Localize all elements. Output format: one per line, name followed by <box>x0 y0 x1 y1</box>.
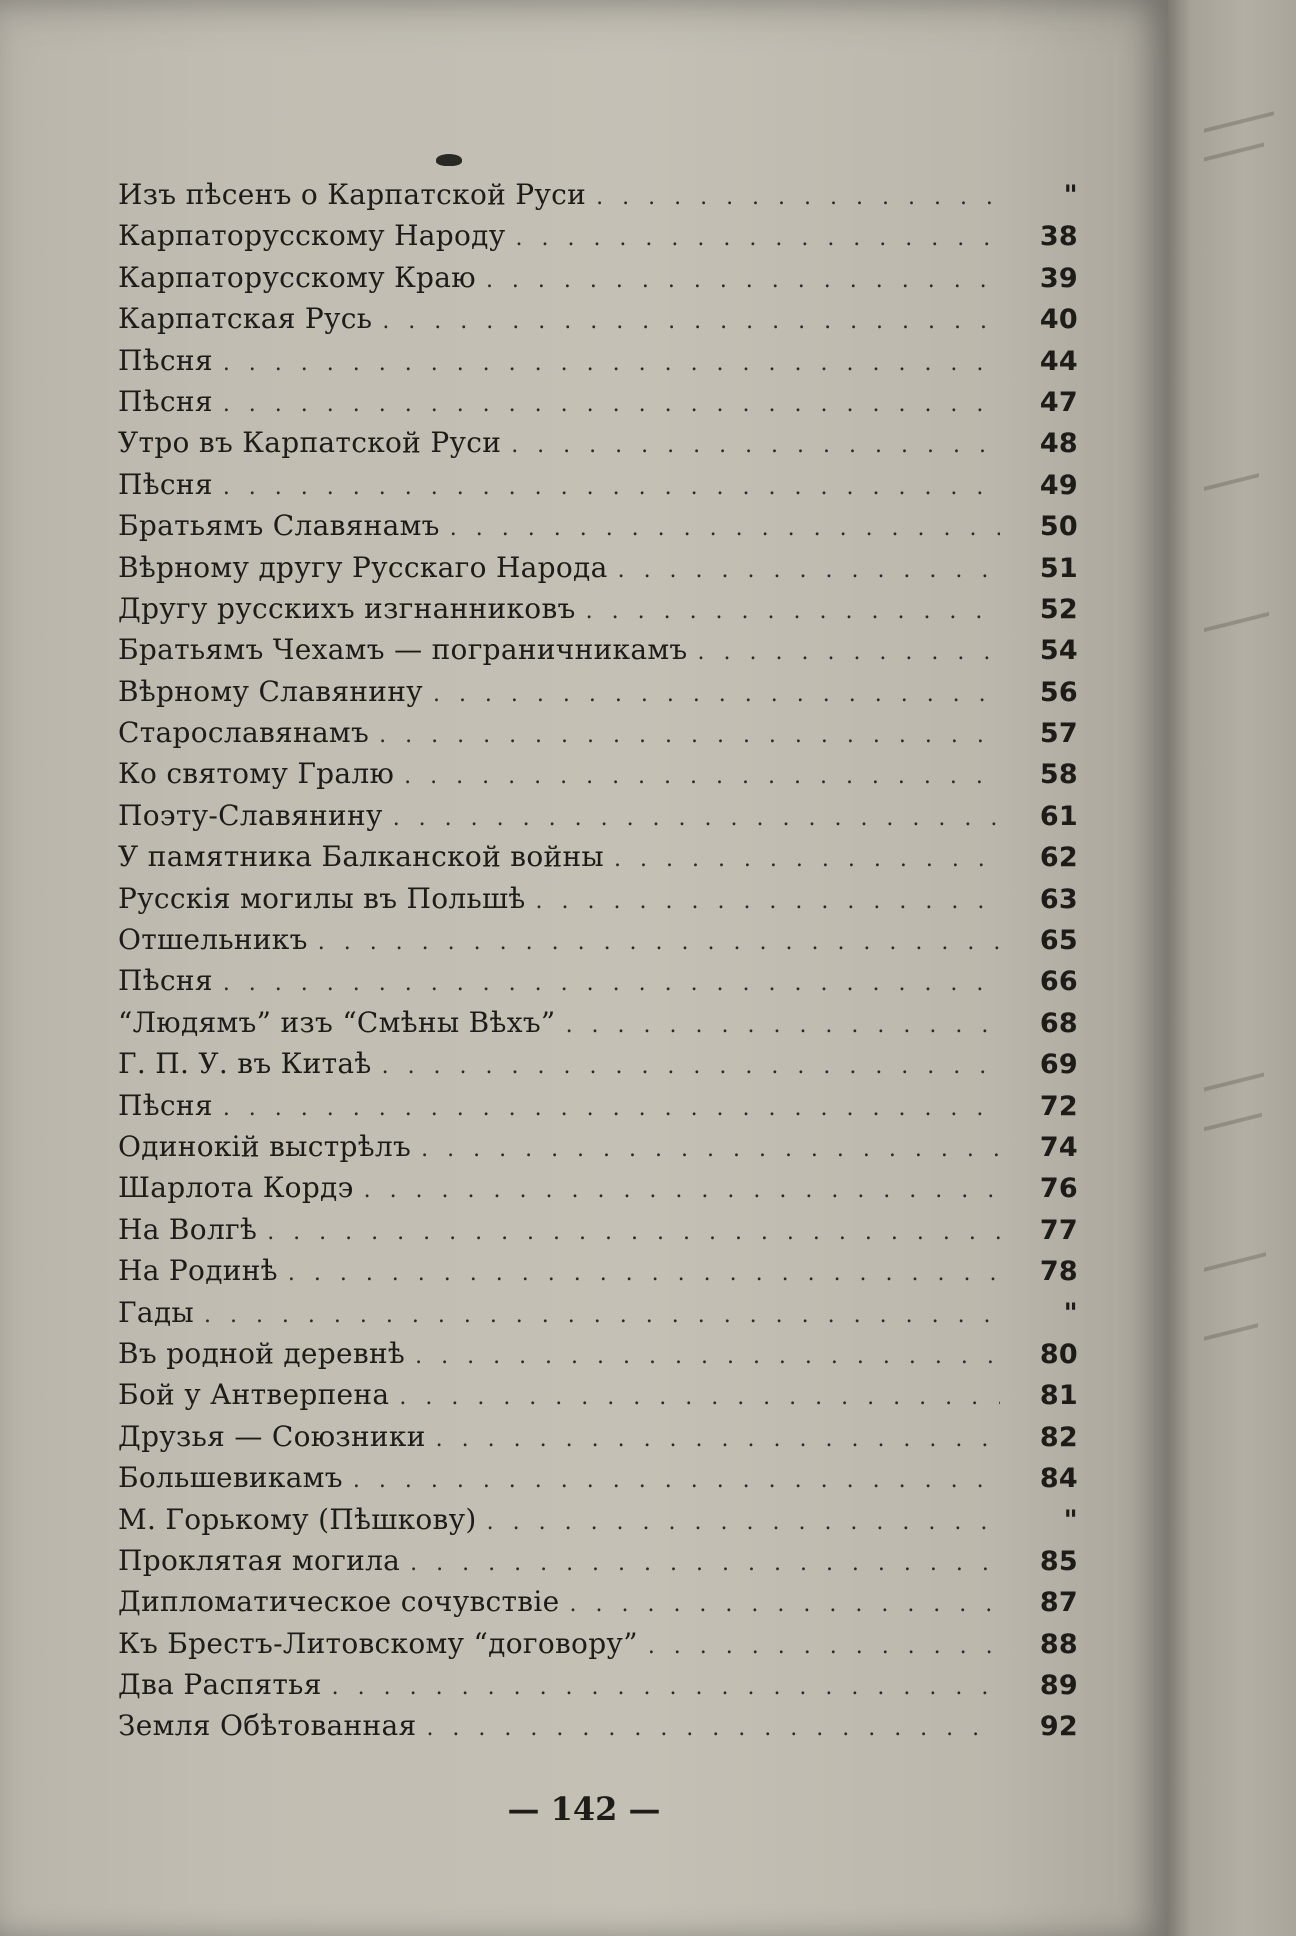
toc-dot-leader <box>204 1303 1000 1328</box>
toc-dot-leader <box>223 475 1000 500</box>
toc-entry <box>118 1544 1078 1585</box>
toc-dot-leader <box>410 1551 1000 1576</box>
toc-entry-page: 87 <box>1039 1587 1078 1619</box>
toc-entry <box>118 882 1078 923</box>
toc-entry-page: 68 <box>1039 1007 1078 1039</box>
toc-entry-title: Земля Обѣтованная <box>118 1709 417 1743</box>
toc-entry-page: 50 <box>1039 511 1078 543</box>
toc-entry-title: Пѣсня <box>118 384 213 418</box>
toc-entry-title: Два Распятья <box>118 1668 322 1702</box>
toc-entry-title: Старославянамъ <box>118 716 370 750</box>
toc-dot-leader <box>450 516 1000 541</box>
toc-entry <box>118 633 1078 674</box>
toc-entry-page: 81 <box>1039 1380 1078 1412</box>
toc-dot-leader <box>648 1634 1000 1659</box>
page-number: — 142 — <box>507 1790 661 1828</box>
toc-dot-leader <box>566 1013 1000 1038</box>
toc-entry-title: Дипломатическое сочувствіе <box>118 1585 560 1619</box>
toc-entry-page: 85 <box>1039 1545 1078 1577</box>
toc-dot-leader <box>536 889 1000 914</box>
toc-entry-title: На Волгѣ <box>118 1212 258 1246</box>
toc-dot-leader <box>379 723 1000 748</box>
toc-entry-page: 49 <box>1039 469 1078 501</box>
toc-dot-leader <box>364 1178 1000 1203</box>
toc-entry-title: Бой у Антверпена <box>118 1378 390 1412</box>
toc-dot-leader <box>267 1220 1000 1245</box>
toc-dot-leader <box>586 599 1000 624</box>
toc-entry <box>118 178 1078 219</box>
toc-entry <box>118 302 1078 343</box>
toc-dot-leader <box>515 226 1000 251</box>
toc-entry-page: " <box>1063 1297 1078 1329</box>
toc-entry-title: Утро въ Карпатской Руси <box>118 426 502 460</box>
toc-dot-leader <box>318 930 1000 955</box>
toc-entry <box>118 344 1078 385</box>
toc-entry-title: Пѣсня <box>118 467 213 501</box>
toc-entry <box>118 1627 1078 1668</box>
toc-entry-page: 78 <box>1039 1256 1078 1288</box>
toc-entry-title: Большевикамъ <box>118 1461 343 1495</box>
toc-dot-leader <box>436 1427 1000 1452</box>
toc-entry-title: Пѣсня <box>118 1088 213 1122</box>
toc-dot-leader <box>353 1468 1000 1493</box>
toc-entry-page: 66 <box>1039 966 1078 998</box>
toc-dot-leader <box>382 1054 1000 1079</box>
toc-entry <box>118 1130 1078 1171</box>
toc-dot-leader <box>487 1510 1000 1535</box>
toc-entry <box>118 964 1078 1005</box>
toc-dot-leader <box>511 433 1000 458</box>
toc-entry <box>118 1709 1078 1750</box>
toc-entry-page: " <box>1063 180 1078 211</box>
toc-entry-title: М. Горькому (Пѣшкову) <box>118 1502 477 1536</box>
toc-entry-page: 92 <box>1039 1711 1078 1743</box>
toc-dot-leader <box>433 682 1000 707</box>
toc-entry-title: Шарлота Кордэ <box>118 1171 354 1205</box>
toc-entry-page: 80 <box>1039 1338 1078 1370</box>
toc-entry <box>118 1296 1078 1337</box>
toc-entry-page: 44 <box>1039 345 1078 377</box>
toc-entry-title: Друзья — Союзники <box>118 1419 426 1453</box>
toc-entry-page: 51 <box>1039 552 1078 584</box>
toc-entry <box>118 1420 1078 1461</box>
toc-dot-leader <box>486 268 1000 293</box>
toc-entry-page: 61 <box>1039 800 1078 832</box>
toc-entry <box>118 509 1078 550</box>
toc-entry-title: Вѣрному Славянину <box>118 674 423 708</box>
toc-entry-page: 72 <box>1039 1090 1078 1122</box>
toc-entry-title: На Родинѣ <box>118 1254 278 1288</box>
toc-entry <box>118 468 1078 509</box>
toc-entry-page: 63 <box>1039 883 1078 915</box>
toc-entry-page: 84 <box>1039 1463 1078 1495</box>
toc-entry-title: Гады <box>118 1295 194 1329</box>
toc-dot-leader <box>614 847 1000 872</box>
toc-entry-page: 54 <box>1039 635 1078 667</box>
toc-entry-title: Братьямъ Чехамъ — пограничникамъ <box>118 633 688 667</box>
toc-dot-leader <box>426 1716 1000 1741</box>
toc-entry-title: Одинокій выстрѣлъ <box>118 1129 412 1163</box>
toc-entry-title: Пѣсня <box>118 964 213 998</box>
toc-entry-page: 89 <box>1039 1670 1078 1702</box>
toc-entry-title: У памятника Балканской войны <box>118 840 604 874</box>
toc-entry-page: 56 <box>1039 676 1078 708</box>
toc-dot-leader <box>415 1344 1000 1369</box>
toc-entry-title: Другу русскихъ изгнанниковъ <box>118 591 576 625</box>
toc-entry-page: 47 <box>1039 386 1078 418</box>
toc-dot-leader <box>618 558 1000 583</box>
toc-entry-page: " <box>1063 1504 1078 1536</box>
toc-entry-title: Г. П. У. въ Китаѣ <box>118 1047 372 1081</box>
toc-entry <box>118 1378 1078 1419</box>
toc-entry-title: Ко святому Гралю <box>118 757 395 791</box>
toc-entry-page: 39 <box>1039 262 1078 294</box>
toc-entry <box>118 675 1078 716</box>
toc-entry <box>118 1089 1078 1130</box>
toc-entry <box>118 923 1078 964</box>
toc-entry-title: Вѣрному другу Русскаго Народа <box>118 550 608 584</box>
toc-entry-title: Въ родной деревнѣ <box>118 1336 406 1370</box>
toc-dot-leader <box>223 971 1000 996</box>
facing-page-edge <box>1168 0 1296 1936</box>
toc-dot-leader <box>399 1385 1000 1410</box>
toc-entry <box>118 261 1078 302</box>
toc-entry-page: 74 <box>1039 1131 1078 1163</box>
toc-entry-page: 62 <box>1039 842 1078 874</box>
toc-entry-title: Отшельникъ <box>118 923 308 957</box>
toc-entry-page: 58 <box>1039 759 1078 791</box>
toc-entry <box>118 1047 1078 1088</box>
toc-dot-leader <box>404 764 1000 789</box>
toc-entry <box>118 1171 1078 1212</box>
toc-entry <box>118 799 1078 840</box>
toc-entry-title: Къ Брестъ-Литовскому “договору” <box>118 1626 638 1660</box>
toc-entry-page: 77 <box>1039 1214 1078 1246</box>
toc-entry <box>118 1461 1078 1502</box>
toc-entry-page: 82 <box>1039 1421 1078 1453</box>
toc-entry-title: Карпаторусскому Краю <box>118 260 476 294</box>
toc-entry <box>118 1254 1078 1295</box>
toc-entry-title: Карпаторусскому Народу <box>118 219 506 253</box>
toc-entry-page: 48 <box>1039 428 1078 460</box>
toc-dot-leader <box>223 351 1000 376</box>
toc-dot-leader <box>332 1675 1000 1700</box>
ornament-mark <box>436 154 462 166</box>
toc-entry <box>118 551 1078 592</box>
toc-entry <box>118 592 1078 633</box>
toc-entry <box>118 385 1078 426</box>
table-of-contents <box>118 178 1078 1751</box>
toc-entry-page: 88 <box>1039 1628 1078 1660</box>
toc-entry <box>118 1006 1078 1047</box>
toc-entry-title: Русскія могилы въ Польшѣ <box>118 881 526 915</box>
toc-entry <box>118 1213 1078 1254</box>
toc-dot-leader <box>596 185 1000 210</box>
toc-entry-page: 40 <box>1039 304 1078 336</box>
toc-entry-title: Поэту-Славянину <box>118 798 383 832</box>
toc-dot-leader <box>382 309 1000 334</box>
toc-entry <box>118 840 1078 881</box>
toc-dot-leader <box>393 806 1000 831</box>
toc-entry-title: Пѣсня <box>118 343 213 377</box>
toc-dot-leader <box>698 640 1000 665</box>
toc-dot-leader <box>570 1592 1001 1617</box>
toc-entry <box>118 1503 1078 1544</box>
toc-entry-page: 76 <box>1039 1173 1078 1205</box>
toc-entry <box>118 1668 1078 1709</box>
toc-entry-title: Карпатская Русь <box>118 302 373 336</box>
toc-entry <box>118 1337 1078 1378</box>
toc-entry-page: 57 <box>1039 718 1078 750</box>
toc-dot-leader <box>223 392 1000 417</box>
toc-entry-page: 52 <box>1039 593 1078 625</box>
toc-entry-page: 69 <box>1039 1049 1078 1081</box>
toc-entry-title: Изъ пѣсенъ о Карпатской Руси <box>118 178 587 211</box>
toc-entry-page: 38 <box>1039 221 1078 253</box>
toc-entry-title: “Людямъ” изъ “Смѣны Вѣхъ” <box>118 1005 556 1039</box>
toc-entry <box>118 1585 1078 1626</box>
toc-entry-title: Братьямъ Славянамъ <box>118 509 440 543</box>
toc-dot-leader <box>223 1096 1000 1121</box>
toc-entry-page: 65 <box>1039 925 1078 957</box>
toc-entry-title: Проклятая могила <box>118 1543 401 1577</box>
toc-entry <box>118 716 1078 757</box>
toc-dot-leader <box>421 1137 1000 1162</box>
toc-entry <box>118 426 1078 467</box>
toc-dot-leader <box>288 1261 1000 1286</box>
toc-entry <box>118 757 1078 798</box>
toc-entry <box>118 219 1078 260</box>
